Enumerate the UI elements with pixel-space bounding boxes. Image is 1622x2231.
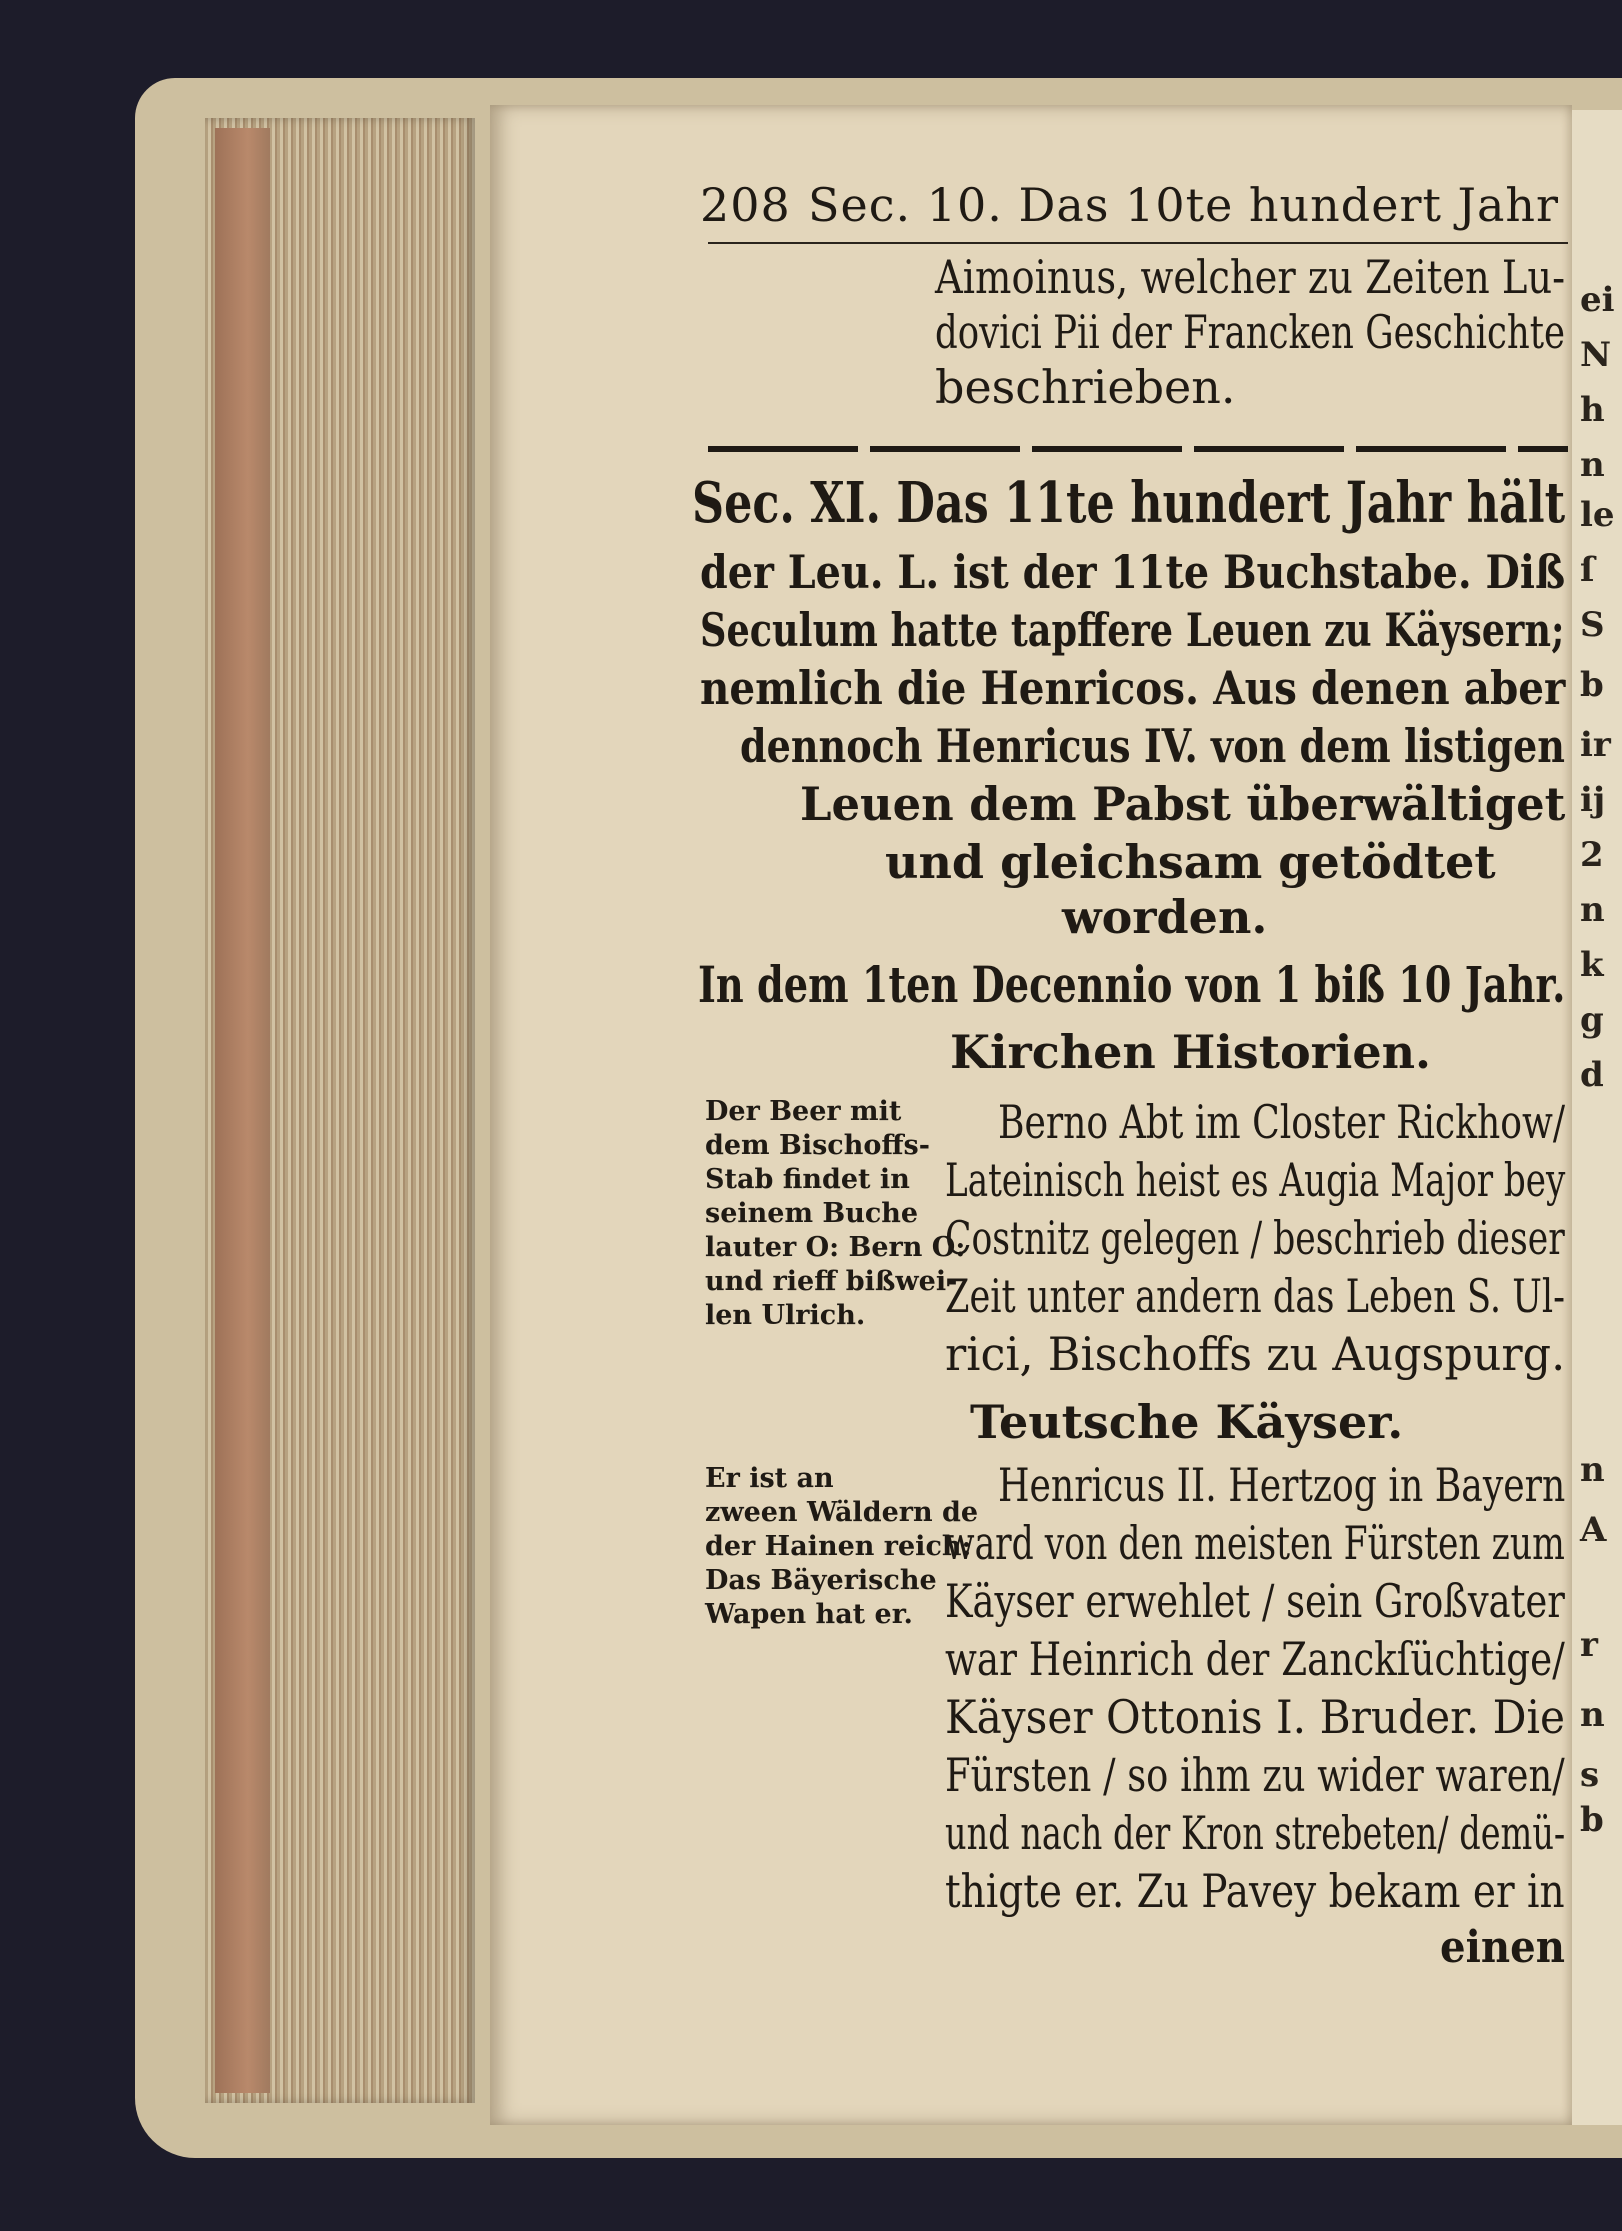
- text-line: Henricus II. Hertzog in Bayern: [998, 1458, 1566, 1512]
- text-line: Käyser erwehlet / sein Großvater: [945, 1574, 1565, 1628]
- marginal-note-line: zween Wäldern de: [705, 1497, 979, 1528]
- marginal-note-line: der Hainen reich:: [705, 1531, 972, 1562]
- next-page-fragment: d: [1580, 1055, 1604, 1095]
- text-line: dennoch Henricus IV. von dem listigen: [740, 719, 1565, 773]
- text-line: rici, Bischoffs zu Augspurg.: [945, 1327, 1566, 1381]
- text-line: Fürsten / so ihm zu wider waren/: [945, 1748, 1565, 1802]
- marginal-note-line: Der Beer mit: [705, 1096, 902, 1127]
- text-line: war Heinrich der Zanckſüchtige/: [945, 1632, 1565, 1686]
- text-line: worden.: [1062, 890, 1268, 944]
- next-page-fragment: b: [1580, 1800, 1604, 1840]
- next-page-fragment: k: [1580, 945, 1604, 985]
- next-page-fragment: h: [1580, 390, 1605, 430]
- text-line: Käyser Ottonis I. Bruder. Die: [945, 1690, 1566, 1744]
- marginal-note-line: Stab findet in: [705, 1164, 910, 1195]
- next-page-fragment: A: [1580, 1510, 1607, 1550]
- next-page-fragment: n: [1580, 1695, 1605, 1735]
- next-page-fragment: ij: [1580, 780, 1606, 820]
- text-line: der Leu. L. ist der 11te Buchstabe. Diß: [700, 545, 1566, 599]
- marginal-note-line: und rieff bißwei-: [705, 1266, 958, 1297]
- text-line: ward von den meisten Fürsten zum: [945, 1516, 1565, 1570]
- marginal-note-line: lauter O: Bern O:: [705, 1232, 966, 1263]
- next-page-fragment: le: [1580, 495, 1615, 535]
- marginal-note-line: Das Bäyerische: [705, 1565, 937, 1596]
- next-page-fragment: s: [1580, 1755, 1600, 1795]
- text-line: beschrieben.: [935, 360, 1236, 414]
- emperor-heading: Teutsche Käyser.: [970, 1395, 1404, 1449]
- next-page-fragment: b: [1580, 665, 1604, 705]
- text-line: Aimoinus, welcher zu Zeiten Lu-: [935, 250, 1566, 304]
- marginal-note-line: Er ist an: [705, 1463, 834, 1494]
- text-line: Seculum hatte tapffere Leuen zu Käysern;: [700, 603, 1565, 657]
- page-number: 208: [700, 178, 791, 232]
- text-line: Costnitz gelegen / beschrieb dieser: [945, 1211, 1565, 1265]
- next-page-fragment: n: [1580, 1450, 1605, 1490]
- text-line: dovici Pii der Francken Geschichte: [935, 305, 1566, 359]
- marginal-note-line: len Ulrich.: [705, 1300, 866, 1331]
- section-divider: [708, 446, 1568, 452]
- next-page-fragment: g: [1580, 1000, 1604, 1040]
- text-line: Leuen dem Pabst überwältiget: [800, 777, 1566, 831]
- next-page-fragment: r: [1580, 1625, 1598, 1665]
- text-line: thigte er. Zu Pavey bekam er in: [945, 1864, 1565, 1918]
- section-title: Sec. XI. Das 11te hundert Jahr hält: [692, 470, 1566, 536]
- next-page-fragment: S: [1580, 605, 1605, 645]
- church-heading: Kirchen Historien.: [950, 1025, 1432, 1079]
- next-page-fragment: ſ: [1580, 550, 1595, 590]
- next-page-fragment: n: [1580, 445, 1605, 485]
- text-line: nemlich die Henricos. Aus denen aber: [700, 661, 1566, 715]
- marginal-note-line: seinem Buche: [705, 1198, 919, 1229]
- catchword: einen: [1440, 1922, 1565, 1973]
- next-page-strip: [1572, 110, 1622, 2125]
- text-line: Zeit unter andern das Leben S. Ul-: [945, 1269, 1566, 1323]
- text-line: Berno Abt im Closter Rickhow/: [998, 1095, 1566, 1149]
- text-line: und nach der Kron strebeten/ demü-: [945, 1806, 1566, 1860]
- header-rule: [708, 242, 1568, 244]
- running-title: Sec. 10. Das 10te hundert Jahr: [808, 178, 1560, 232]
- decade-heading: In dem 1ten Decennio von 1 biß 10 Jahr.: [698, 955, 1566, 1014]
- next-page-fragment: N: [1580, 335, 1612, 375]
- page-edges-red: [215, 128, 270, 2093]
- next-page-fragment: 2: [1580, 835, 1604, 875]
- text-line: Lateinisch heist es Augia Major bey: [945, 1153, 1566, 1207]
- text-line: und gleichsam getödtet: [885, 835, 1496, 889]
- marginal-note-line: Wapen hat er.: [705, 1599, 913, 1630]
- next-page-fragment: n: [1580, 890, 1605, 930]
- next-page-fragment: ir: [1580, 725, 1611, 765]
- next-page-fragment: ei: [1580, 280, 1615, 320]
- marginal-note-line: dem Bischoffs-: [705, 1130, 930, 1161]
